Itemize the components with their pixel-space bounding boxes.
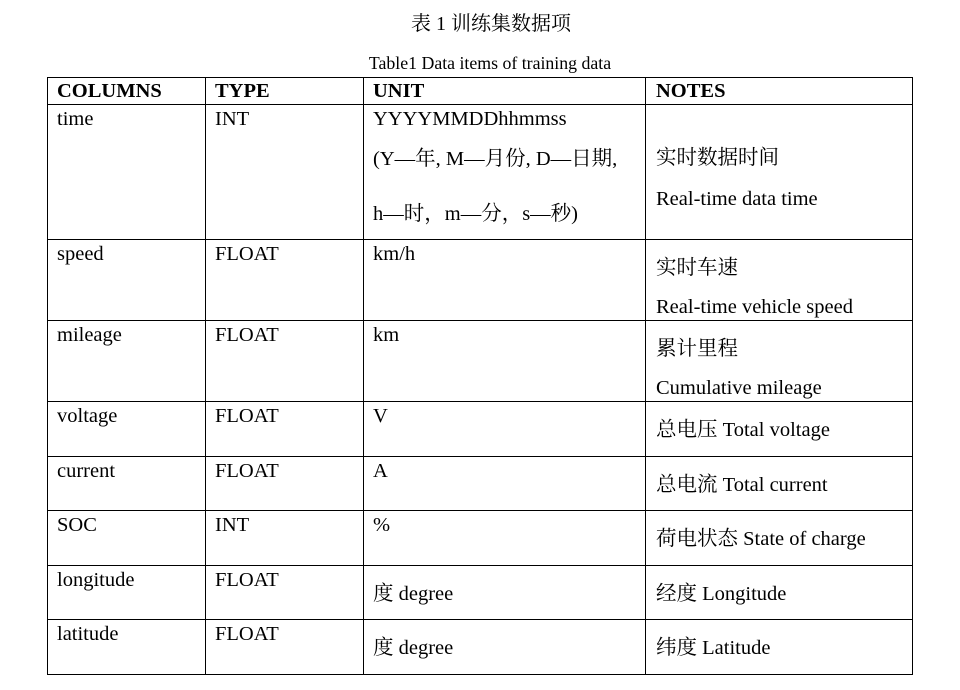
unit-cell <box>364 457 646 511</box>
notes-text: 总电流 Total current <box>656 474 828 496</box>
unit-text: km <box>373 324 400 346</box>
notes-text: 纬度 Latitude <box>656 637 771 659</box>
unit-text: km/h <box>373 243 416 265</box>
table-row-soc <box>48 511 913 566</box>
unit-cell <box>364 620 646 675</box>
column-name-text: SOC <box>57 514 97 536</box>
table-row-mileage <box>48 321 913 402</box>
unit-cell <box>364 321 646 402</box>
column-name-text: time <box>57 108 94 130</box>
column-name-cell <box>48 457 206 511</box>
column-name-text: voltage <box>57 405 118 427</box>
notes-text: 经度 Longitude <box>656 583 787 605</box>
unit-text: 度 degree <box>373 583 454 605</box>
column-name-text: latitude <box>57 623 119 645</box>
unit-text-line-1: YYYYMMDDhhmmss <box>373 108 567 130</box>
type-text: FLOAT <box>215 623 279 645</box>
unit-text: V <box>373 405 388 427</box>
type-cell <box>206 240 364 321</box>
unit-cell <box>364 240 646 321</box>
notes-cell <box>646 321 913 402</box>
type-text: INT <box>215 514 250 536</box>
header-unit: UNIT <box>364 78 646 105</box>
notes-chinese-text: 累计里程 <box>656 338 738 360</box>
notes-cell <box>646 240 913 321</box>
type-cell <box>206 566 364 620</box>
header-columns: COLUMNS <box>48 78 206 105</box>
table-row-time <box>48 105 913 240</box>
type-cell <box>206 321 364 402</box>
notes-chinese-text: 实时车速 <box>656 257 738 279</box>
notes-english-text: Real-time vehicle speed <box>656 296 853 318</box>
type-text: FLOAT <box>215 460 279 482</box>
column-name-cell <box>48 321 206 402</box>
table-body <box>48 105 913 675</box>
unit-text: 度 degree <box>373 637 454 659</box>
type-cell <box>206 402 364 457</box>
column-name-cell <box>48 566 206 620</box>
type-text: INT <box>215 108 250 130</box>
table-row-longitude <box>48 566 913 620</box>
table-header <box>48 78 913 105</box>
unit-cell <box>364 511 646 566</box>
notes-english-text: Real-time data time <box>656 188 818 210</box>
column-name-cell <box>48 402 206 457</box>
unit-text: % <box>373 514 391 536</box>
column-name-cell <box>48 240 206 321</box>
table-row-current <box>48 457 913 511</box>
column-name-cell <box>48 105 206 240</box>
header-row <box>48 78 913 105</box>
column-name-cell <box>48 620 206 675</box>
notes-chinese-text: 实时数据时间 <box>656 147 779 169</box>
column-name-text: speed <box>57 243 104 265</box>
column-name-cell <box>48 511 206 566</box>
notes-text: 总电压 Total voltage <box>656 419 830 441</box>
notes-cell <box>646 620 913 675</box>
type-cell <box>206 105 364 240</box>
unit-cell <box>364 566 646 620</box>
unit-text: A <box>373 460 388 482</box>
table-caption-english: Table1 Data items of training data <box>368 53 612 73</box>
type-text: FLOAT <box>215 569 279 591</box>
header-type: TYPE <box>206 78 364 105</box>
header-notes: NOTES <box>646 78 913 105</box>
notes-english-text: Cumulative mileage <box>656 377 822 399</box>
type-cell <box>206 457 364 511</box>
type-cell <box>206 620 364 675</box>
unit-cell <box>364 402 646 457</box>
notes-cell <box>646 402 913 457</box>
unit-text-line-3: h—时，m—分，s—秒) <box>373 203 578 225</box>
unit-cell <box>364 105 646 240</box>
unit-text-line-2: (Y—年, M—月份, D—日期, <box>373 148 618 170</box>
table-caption-chinese: 表 1 训练集数据项 <box>411 13 571 35</box>
column-name-text: mileage <box>57 324 122 346</box>
column-name-text: longitude <box>57 569 135 591</box>
table-row-latitude <box>48 620 913 675</box>
table-row-voltage <box>48 402 913 457</box>
type-text: FLOAT <box>215 324 279 346</box>
notes-text: 荷电状态 State of charge <box>656 528 866 550</box>
type-cell <box>206 511 364 566</box>
type-text: FLOAT <box>215 243 279 265</box>
type-text: FLOAT <box>215 405 279 427</box>
notes-cell <box>646 105 913 240</box>
notes-cell <box>646 511 913 566</box>
table-row-speed <box>48 240 913 321</box>
notes-cell <box>646 566 913 620</box>
column-name-text: current <box>57 460 116 482</box>
notes-cell <box>646 457 913 511</box>
training-data-table <box>47 77 913 675</box>
